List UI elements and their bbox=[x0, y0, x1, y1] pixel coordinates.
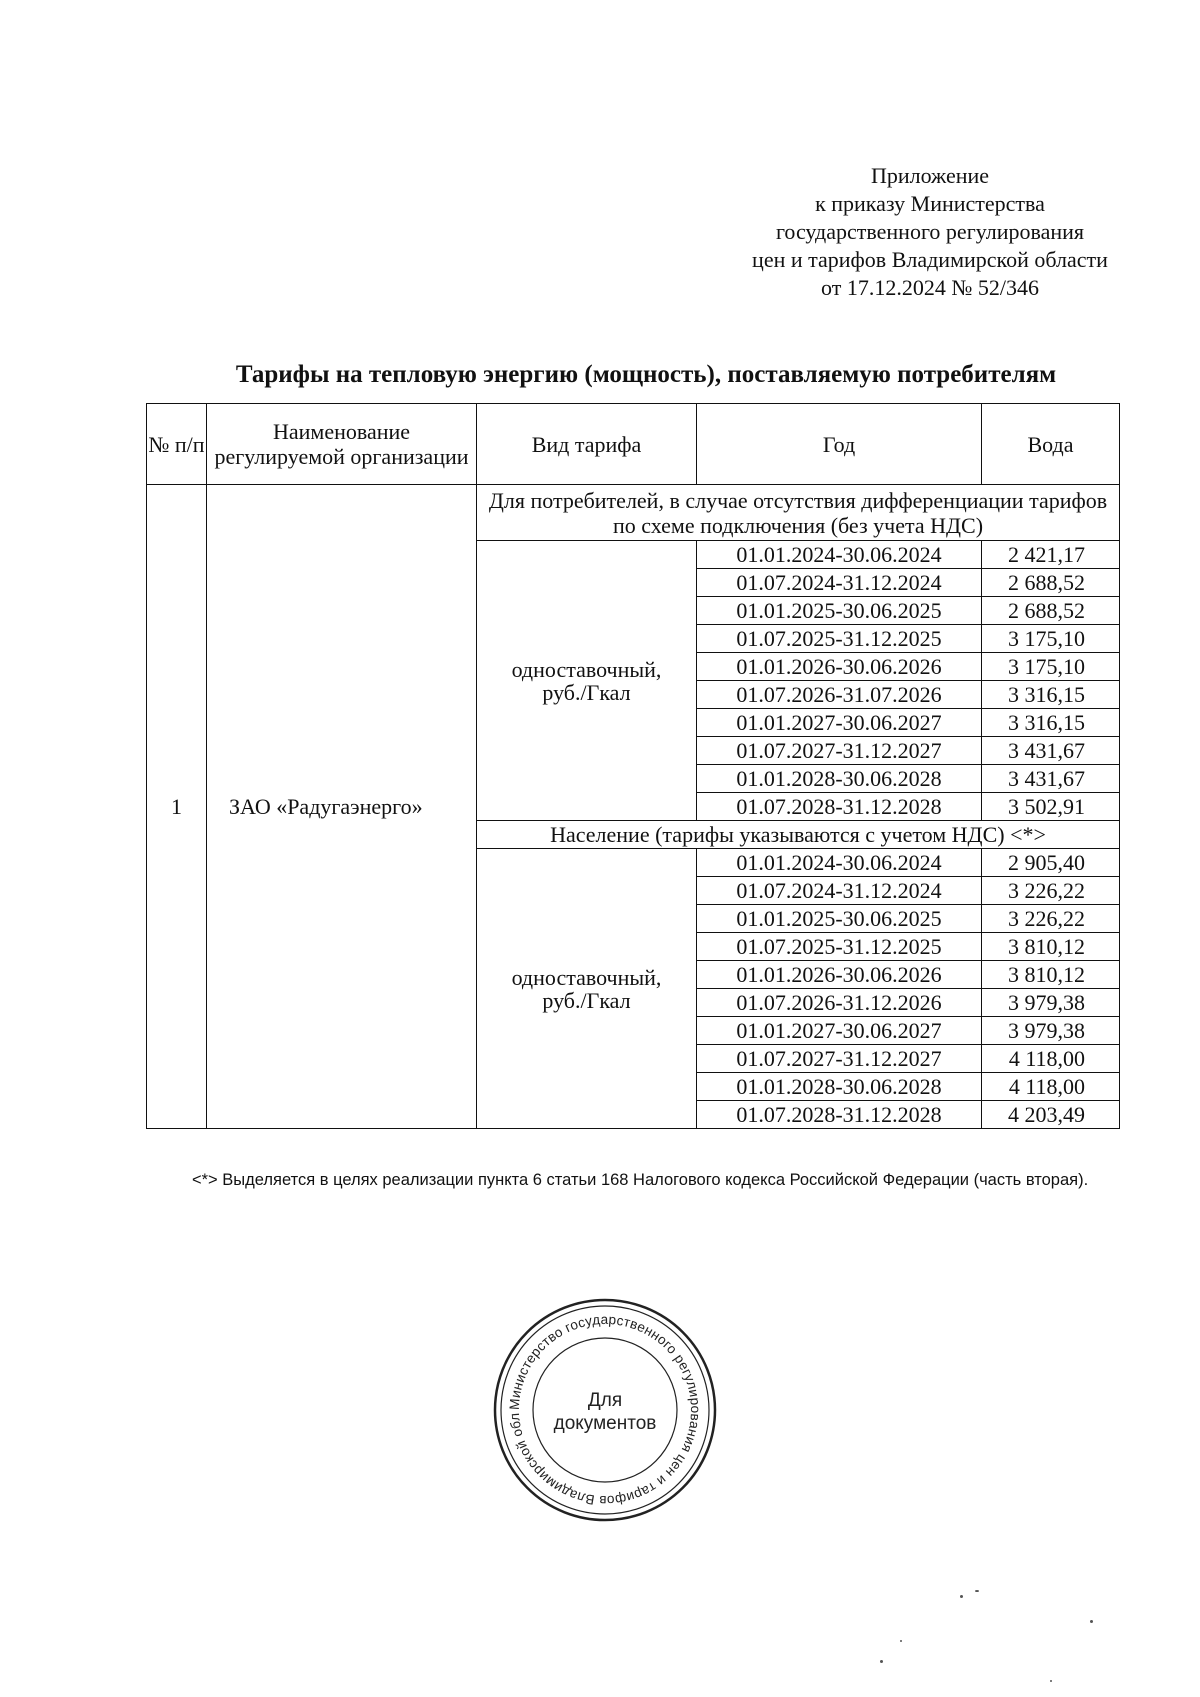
period-cell: 01.01.2025-30.06.2025 bbox=[697, 905, 982, 933]
period-cell: 01.07.2028-31.12.2028 bbox=[697, 793, 982, 821]
water-value-cell: 3 979,38 bbox=[982, 1017, 1120, 1045]
water-value-cell: 4 118,00 bbox=[982, 1045, 1120, 1073]
header-organization: Наименование регулируемой организации bbox=[207, 404, 477, 485]
scan-speck bbox=[1090, 1620, 1093, 1623]
tariff-type-cell: одноставочный, руб./Гкал bbox=[477, 541, 697, 821]
water-value-cell: 3 316,15 bbox=[982, 681, 1120, 709]
water-value-cell: 3 810,12 bbox=[982, 933, 1120, 961]
period-cell: 01.07.2026-31.12.2026 bbox=[697, 989, 982, 1017]
period-cell: 01.07.2025-31.12.2025 bbox=[697, 933, 982, 961]
water-value-cell: 3 226,22 bbox=[982, 905, 1120, 933]
water-value-cell: 3 175,10 bbox=[982, 625, 1120, 653]
scan-speck bbox=[880, 1660, 883, 1663]
appendix-line: от 17.12.2024 № 52/346 bbox=[821, 275, 1039, 300]
period-cell: 01.01.2026-30.06.2026 bbox=[697, 961, 982, 989]
water-value-cell: 4 203,49 bbox=[982, 1101, 1120, 1129]
water-value-cell: 2 905,40 bbox=[982, 849, 1120, 877]
period-cell: 01.07.2027-31.12.2027 bbox=[697, 1045, 982, 1073]
organization-cell: ЗАО «Радугаэнерго» bbox=[207, 485, 477, 1129]
period-cell: 01.01.2024-30.06.2024 bbox=[697, 849, 982, 877]
tariff-table-body bbox=[147, 404, 1120, 1129]
section-heading-row bbox=[147, 485, 1120, 541]
water-value-cell: 3 810,12 bbox=[982, 961, 1120, 989]
header-tariff-type: Вид тарифа bbox=[477, 404, 697, 485]
water-value-cell: 2 688,52 bbox=[982, 597, 1120, 625]
header-row bbox=[147, 404, 1120, 485]
appendix-line: цен и тарифов Владимирской области bbox=[752, 247, 1108, 272]
water-value-cell: 3 502,91 bbox=[982, 793, 1120, 821]
period-cell: 01.07.2027-31.12.2027 bbox=[697, 737, 982, 765]
period-cell: 01.01.2028-30.06.2028 bbox=[697, 765, 982, 793]
water-value-cell: 2 688,52 bbox=[982, 569, 1120, 597]
water-value-cell: 2 421,17 bbox=[982, 541, 1120, 569]
water-value-cell: 3 431,67 bbox=[982, 765, 1120, 793]
header-water: Вода bbox=[982, 404, 1120, 485]
appendix-block bbox=[700, 162, 1160, 302]
period-cell: 01.01.2027-30.06.2027 bbox=[697, 1017, 982, 1045]
period-cell: 01.01.2024-30.06.2024 bbox=[697, 541, 982, 569]
stamp-center-line1: Для bbox=[587, 1390, 623, 1411]
official-stamp bbox=[490, 1295, 720, 1525]
section-heading: Население (тарифы указываются с учетом НДС) <*> bbox=[477, 821, 1120, 849]
water-value-cell: 3 175,10 bbox=[982, 653, 1120, 681]
water-value-cell: 3 431,67 bbox=[982, 737, 1120, 765]
row-number-cell: 1 bbox=[147, 485, 207, 1129]
section-heading: Для потребителей, в случае отсутствия дифференциации тарифов по схеме подключения (без учета НДС) bbox=[477, 485, 1120, 541]
appendix-line: к приказу Министерства bbox=[815, 191, 1045, 216]
appendix-line: государственного регулирования bbox=[775, 219, 1085, 244]
period-cell: 01.01.2025-30.06.2025 bbox=[697, 597, 982, 625]
period-cell: 01.07.2024-31.12.2024 bbox=[697, 877, 982, 905]
period-cell: 01.01.2028-30.06.2028 bbox=[697, 1073, 982, 1101]
water-value-cell: 3 979,38 bbox=[982, 989, 1120, 1017]
document-title: Тарифы на тепловую энергию (мощность), поставляемую потребителям bbox=[235, 361, 1057, 388]
period-cell: 01.07.2024-31.12.2024 bbox=[697, 569, 982, 597]
period-cell: 01.01.2027-30.06.2027 bbox=[697, 709, 982, 737]
header-num: № п/п bbox=[147, 404, 207, 485]
stamp-ring-text: Министерство государственного регулирования цен и тарифов Владимирской обл bbox=[506, 1311, 704, 1509]
scan-speck bbox=[960, 1595, 963, 1598]
footnote: <*> Выделяется в целях реализации пункта 6 статьи 168 Налогового кодекса Российской Федерации (часть вторая). bbox=[192, 1171, 1089, 1189]
period-cell: 01.07.2025-31.12.2025 bbox=[697, 625, 982, 653]
period-cell: 01.07.2028-31.12.2028 bbox=[697, 1101, 982, 1129]
scan-speck bbox=[900, 1640, 902, 1642]
header-year: Год bbox=[697, 404, 982, 485]
tariff-type-cell: одноставочный, руб./Гкал bbox=[477, 849, 697, 1129]
period-cell: 01.01.2026-30.06.2026 bbox=[697, 653, 982, 681]
period-cell: 01.07.2026-31.07.2026 bbox=[697, 681, 982, 709]
scan-speck bbox=[975, 1590, 979, 1592]
water-value-cell: 4 118,00 bbox=[982, 1073, 1120, 1101]
water-value-cell: 3 226,22 bbox=[982, 877, 1120, 905]
water-value-cell: 3 316,15 bbox=[982, 709, 1120, 737]
scan-speck bbox=[1050, 1680, 1052, 1682]
stamp-center-line2: документов bbox=[553, 1413, 657, 1434]
tariff-table bbox=[146, 403, 1120, 1129]
stamp-seal bbox=[490, 1295, 720, 1525]
appendix-line: Приложение bbox=[870, 163, 990, 188]
